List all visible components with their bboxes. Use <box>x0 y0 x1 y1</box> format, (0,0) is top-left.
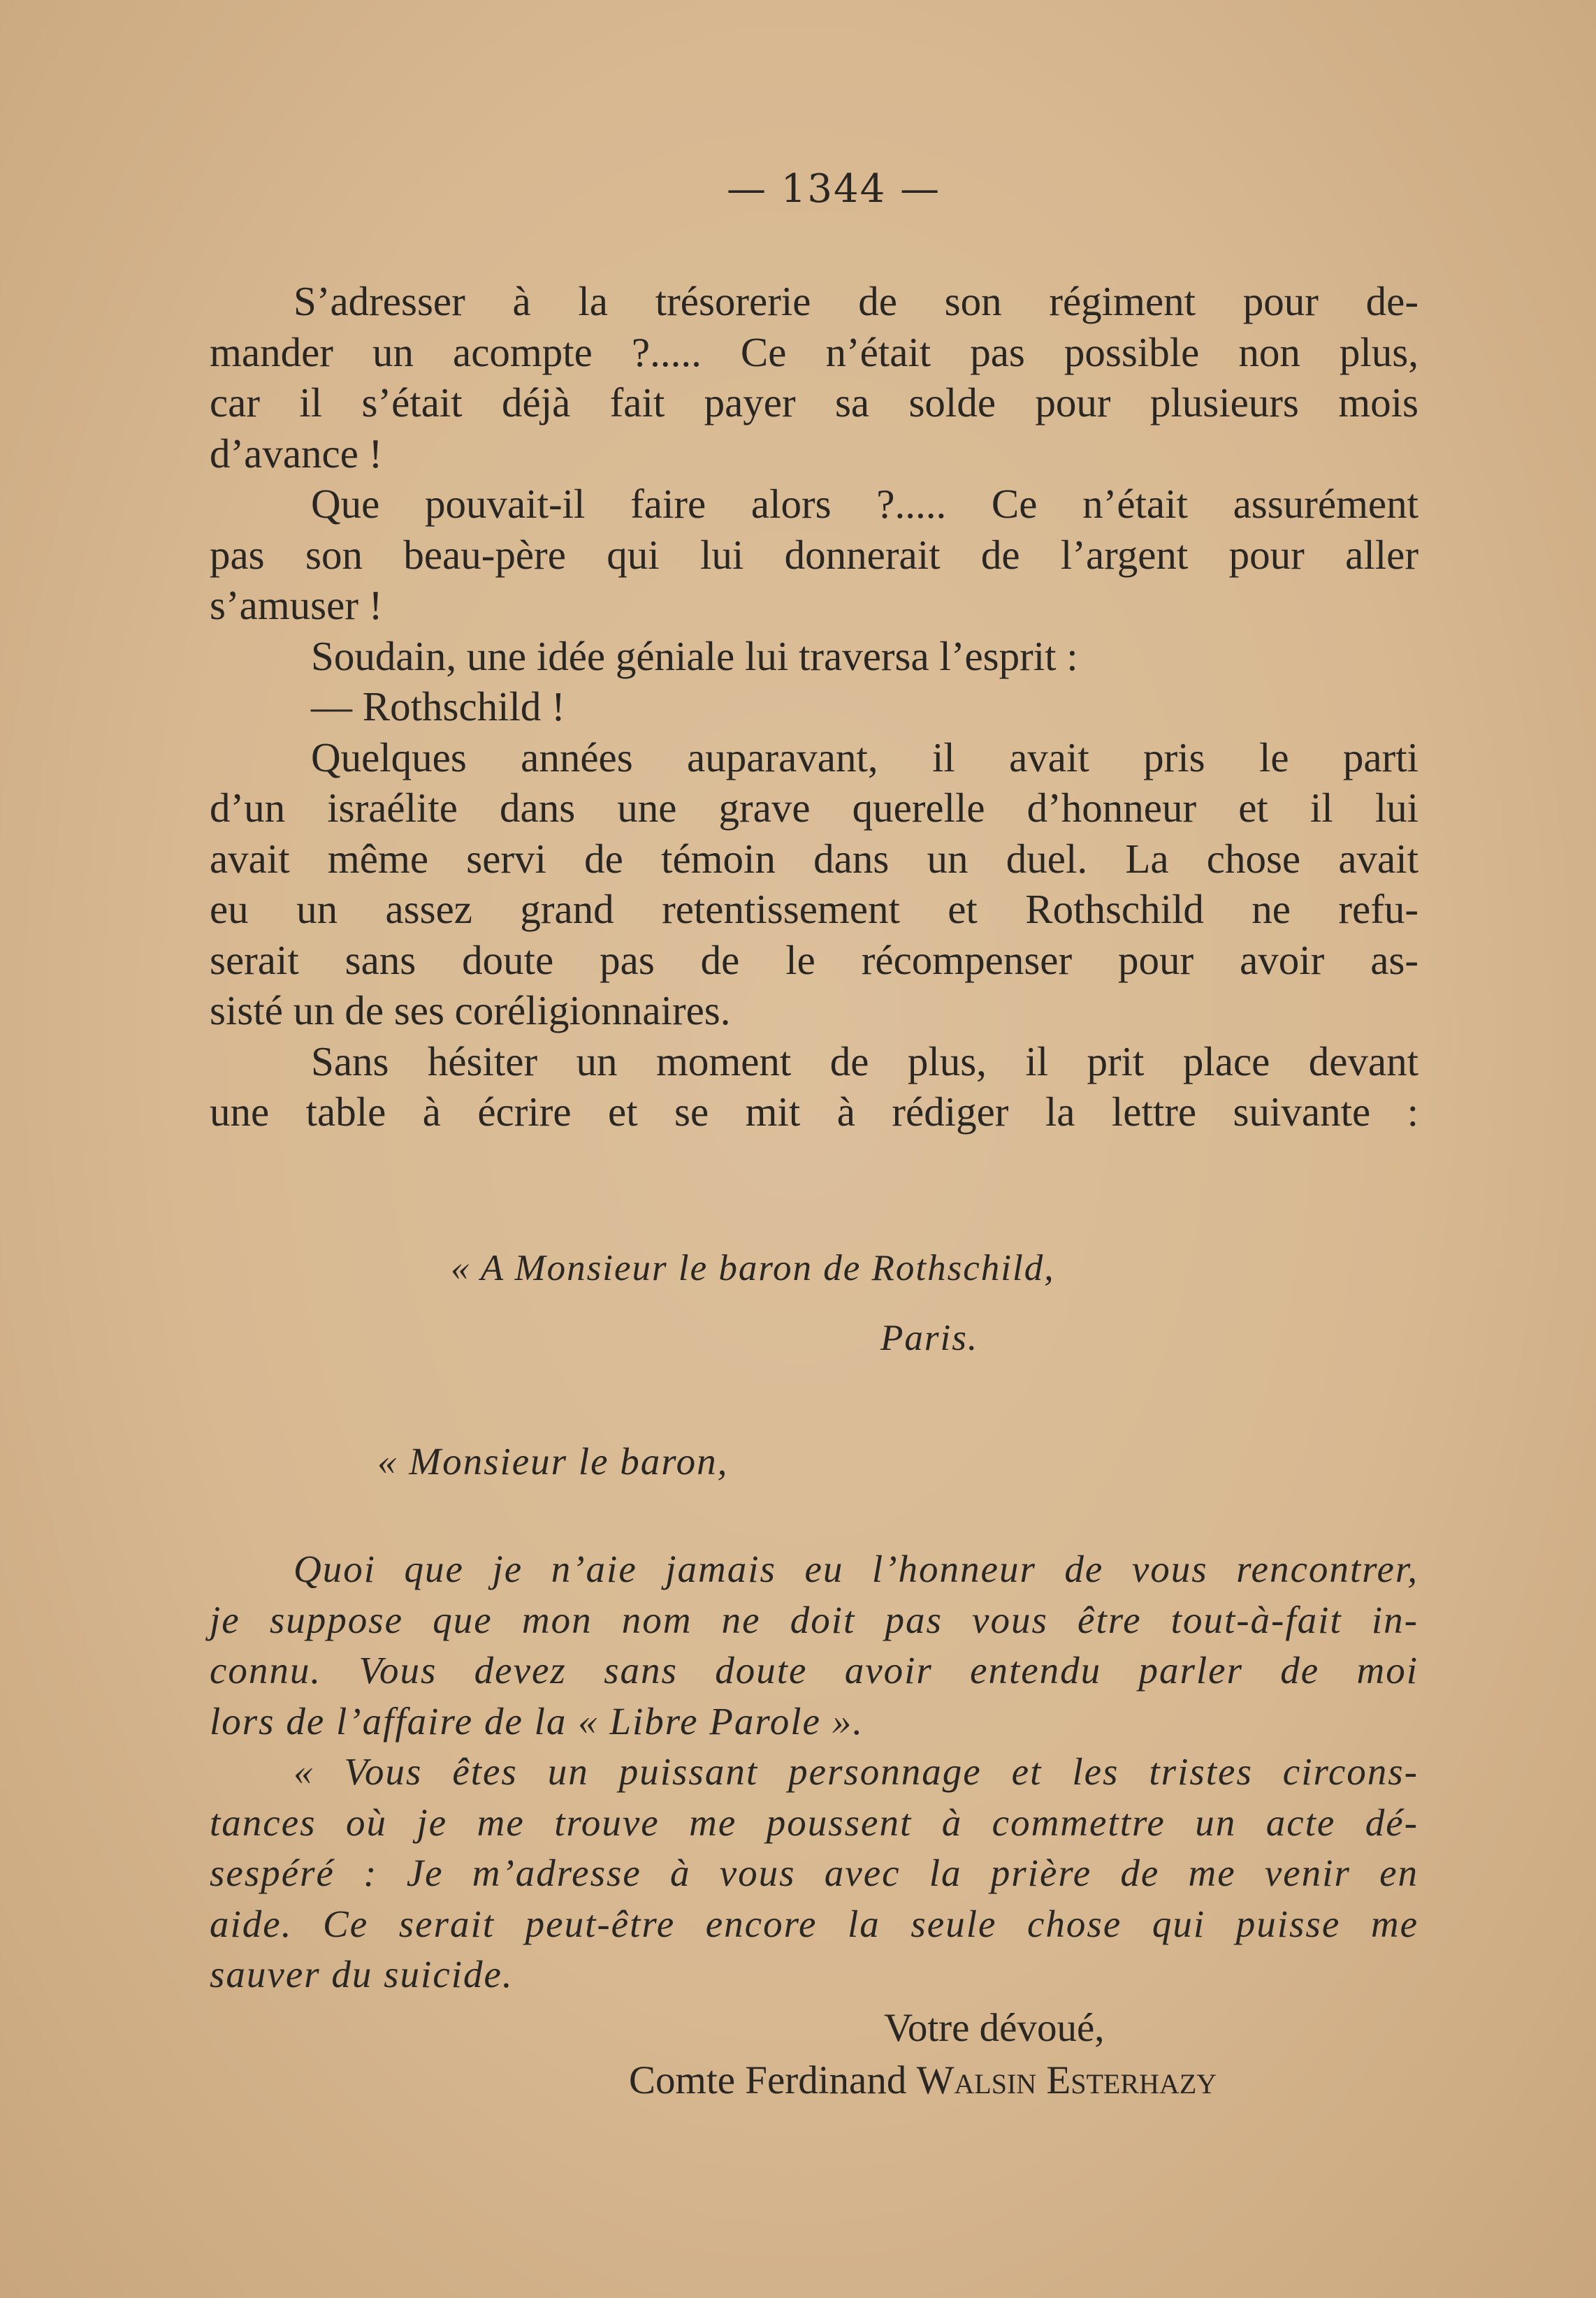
letter-line: Quoi que je n’aie jamais eu l’honneur de vous rencontrer, <box>293 1548 1419 1590</box>
letter-line: aide. Ce serait peut-être encore la seule chose qui puisse me <box>210 1902 1419 1945</box>
text-line: s’amuser ! <box>210 582 383 628</box>
letter-address-line2: Paris. <box>880 1318 979 1358</box>
text-line: avait même servi de témoin dans un duel. La chose avait <box>210 835 1419 882</box>
text-line: eu un assez grand retentissement et Rothschild ne refu- <box>210 886 1419 932</box>
text-line: — Rothschild ! <box>311 683 565 729</box>
text-line: sisté un de ses coréligionnaires. <box>210 987 731 1033</box>
text-line: Quelques années auparavant, il avait pris le parti <box>311 734 1419 780</box>
letter-body <box>210 1544 1419 2000</box>
body-text <box>210 276 1419 1137</box>
text-line: d’avance ! <box>210 430 383 477</box>
text-line: pas son beau-père qui lui donnerait de l’argent pour aller <box>210 531 1419 578</box>
text-line: Soudain, une idée géniale lui traversa l’esprit : <box>311 632 1078 679</box>
letter-line: je suppose que mon nom ne doit pas vous être tout-à-fait in- <box>210 1598 1419 1641</box>
text-line: Que pouvait-il faire alors ?..... Ce n’était assurément <box>311 481 1419 527</box>
page-number: — 1344 — <box>727 166 941 212</box>
text-line: Sans hésiter un moment de plus, il prit place devant <box>311 1038 1419 1084</box>
text-line: mander un acompte ?..... Ce n’était pas possible non plus, <box>210 328 1419 375</box>
signature-name: Walsin Esterhazy <box>916 2058 1217 2102</box>
letter-address-line1: « A Monsieur le baron de Rothschild, <box>451 1248 1055 1288</box>
text-line: serait sans doute pas de le récompenser pour avoir as- <box>210 936 1419 983</box>
letter-line: tances où je me trouve me poussent à commettre un acte dé- <box>210 1801 1419 1844</box>
text-line: S’adresser à la trésorerie de son régiment pour de- <box>293 278 1419 324</box>
letter-line: connu. Vous devez sans doute avoir entendu parler de moi <box>210 1649 1419 1692</box>
letter-line: lors de l’affaire de la « Libre Parole ». <box>210 1699 864 1743</box>
letter-closing: Votre dévoué, <box>884 2006 1105 2050</box>
letter-salutation: « Monsieur le baron, <box>377 1440 729 1483</box>
text-line: car il s’était déjà fait payer sa solde pour plusieurs mois <box>210 379 1419 426</box>
letter-line: sauver du suicide. <box>210 1953 514 1995</box>
text-line: d’un israélite dans une grave querelle d’honneur et il lui <box>210 785 1419 831</box>
text-line: une table à écrire et se mit à rédiger la lettre suivante : <box>210 1089 1419 1135</box>
signature-prefix: Comte Ferdinand <box>629 2058 907 2102</box>
letter-line: sespéré : Je m’adresse à vous avec la prière de me venir en <box>210 1852 1419 1894</box>
letter-signature <box>629 2058 1217 2103</box>
letter-line: « Vous êtes un puissant personnage et les tristes circons- <box>293 1750 1419 1793</box>
